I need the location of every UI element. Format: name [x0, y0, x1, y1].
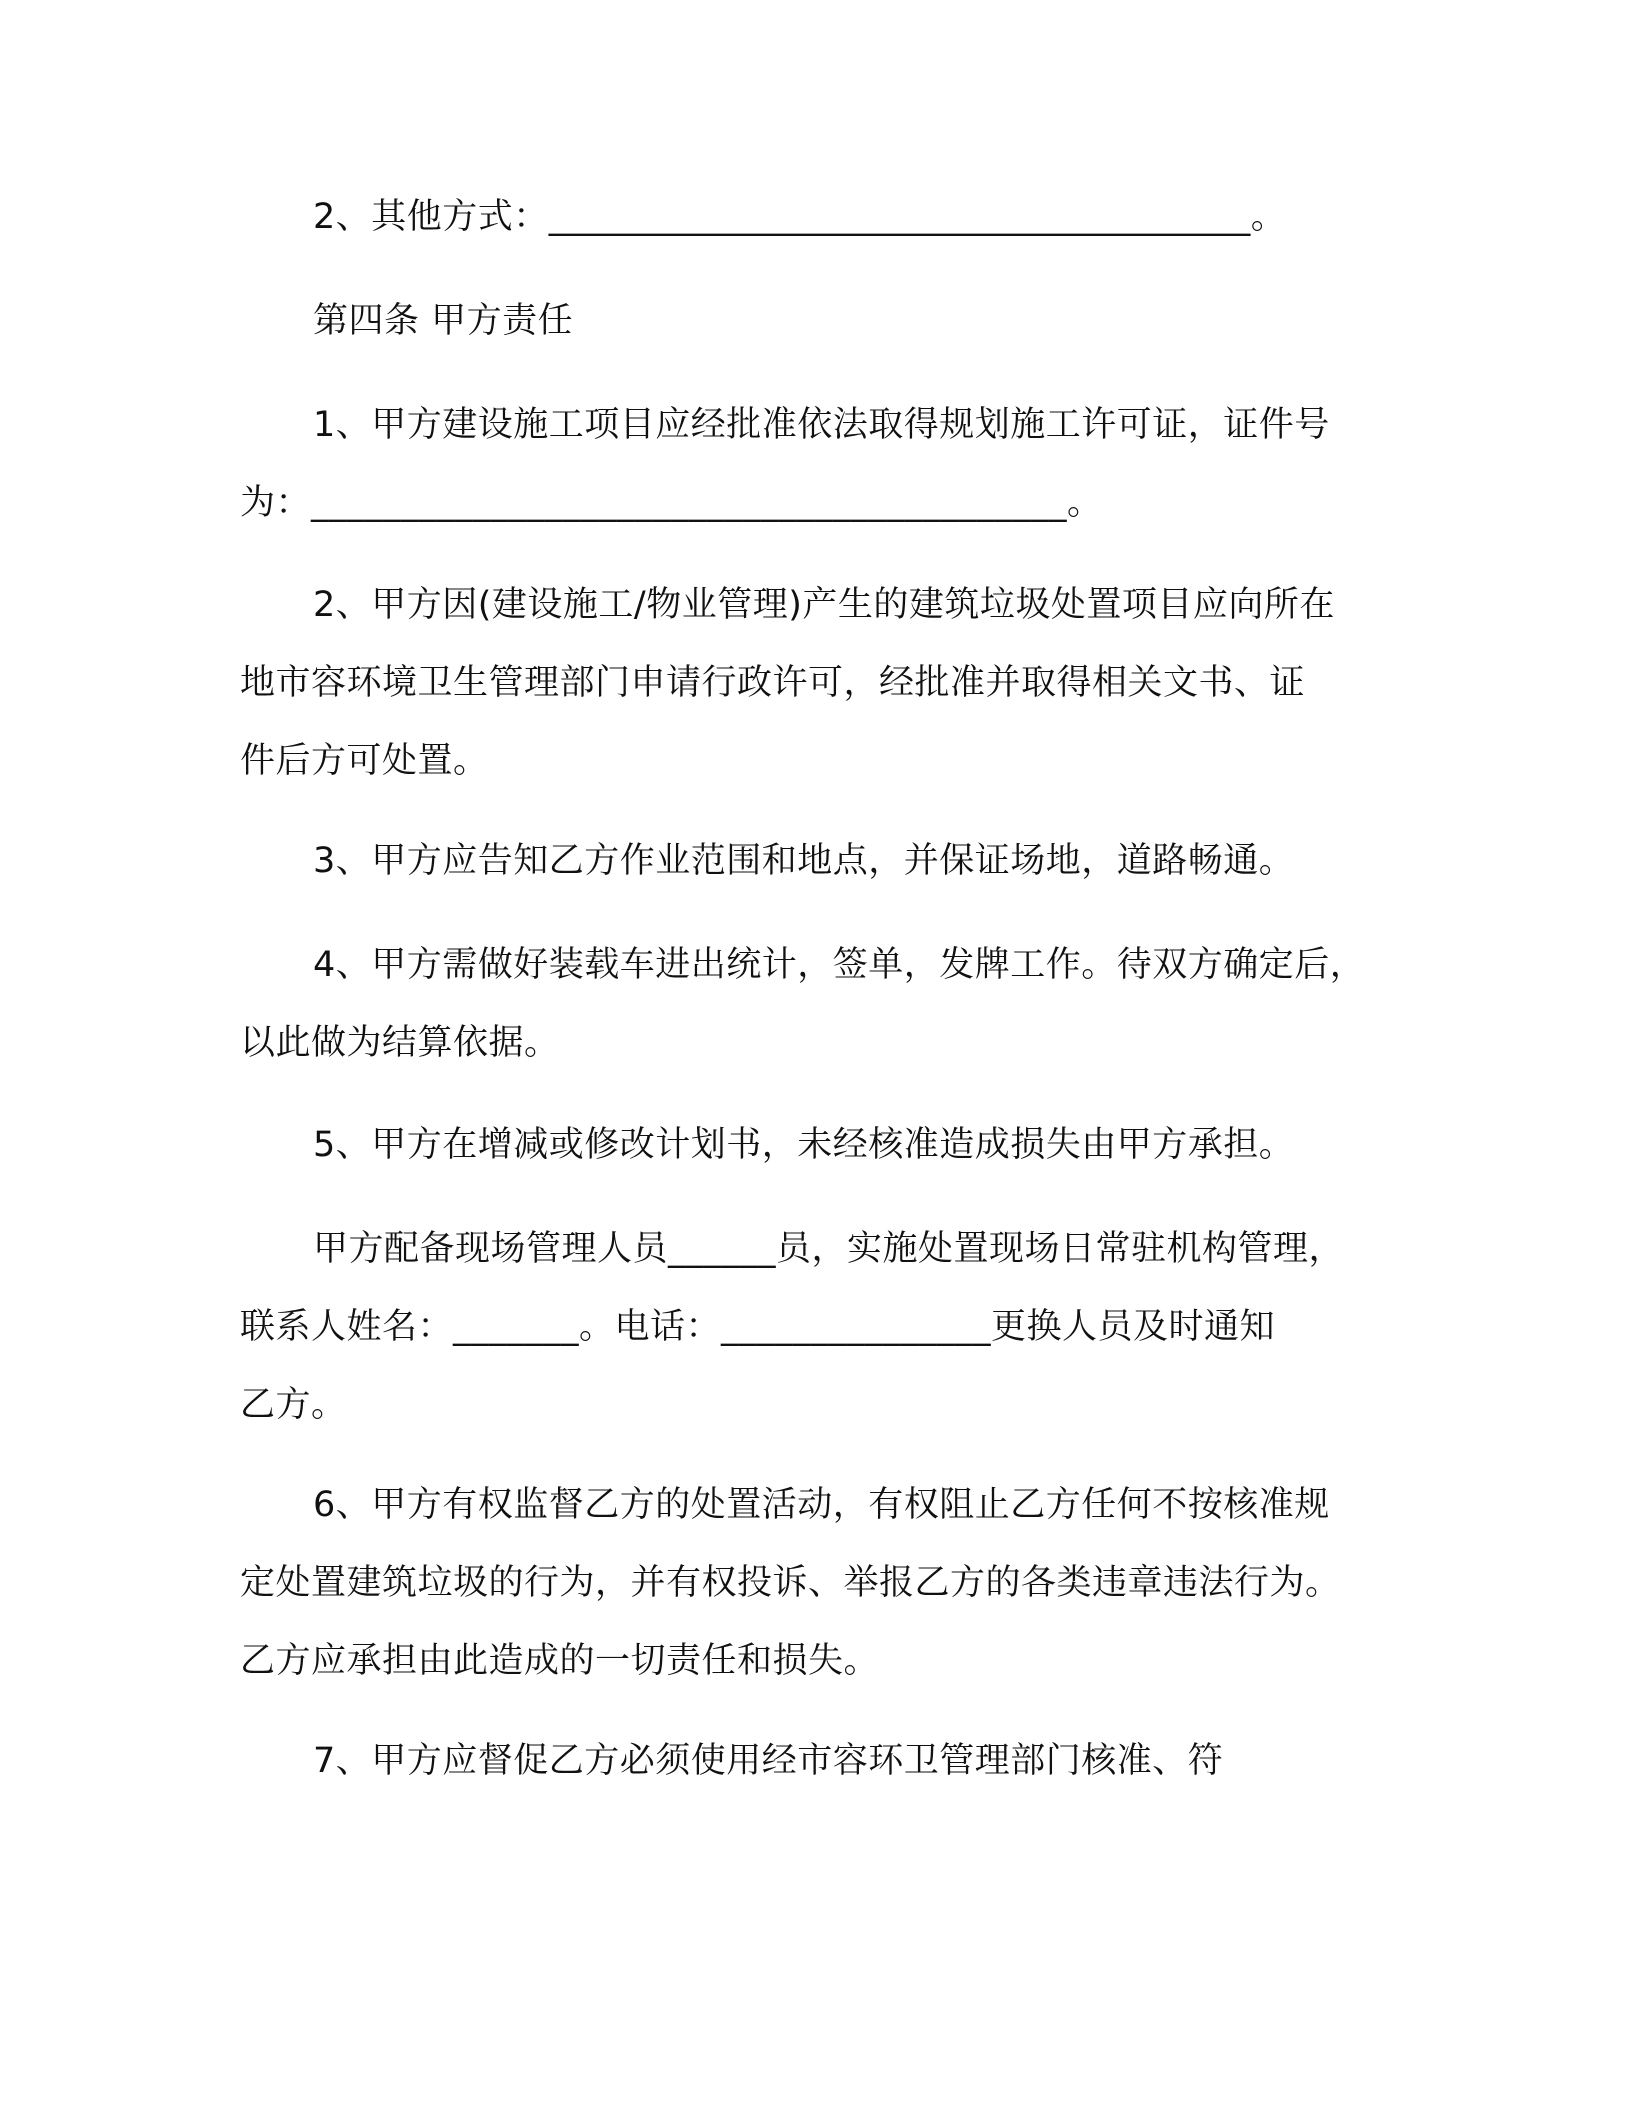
text-line: 乙方。 [240, 1385, 347, 1425]
text-line: 以此做为结算依据。 [240, 1023, 560, 1063]
text-line: 6、甲方有权监督乙方的处置活动，有权阻止乙方任何不按核准规 [313, 1485, 1330, 1525]
paragraph-staffing [240, 1210, 1400, 1444]
paragraph-item-7 [240, 1722, 1400, 1800]
text-line: 联系人姓名：_______。电话：_______________更换人员及时通知 [240, 1307, 1276, 1347]
text-line: 2、甲方因(建设施工/物业管理)产生的建筑垃圾处置项目应向所在 [313, 585, 1335, 625]
section-heading-article-4 [240, 282, 1400, 360]
paragraph-item-6 [240, 1466, 1400, 1700]
paragraph-item-4 [240, 926, 1400, 1082]
text-line: 地市容环境卫生管理部门申请行政许可，经批准并取得相关文书、证 [240, 663, 1306, 703]
paragraph-other-methods [240, 178, 1400, 256]
text-line: 为：__________________________________________。 [240, 483, 1103, 523]
text-line: 第四条 甲方责任 [313, 301, 574, 341]
paragraph-item-2 [240, 566, 1400, 800]
text-line: 甲方配备现场管理人员______员，实施处置现场日常驻机构管理， [313, 1229, 1345, 1269]
text-line: 定处置建筑垃圾的行为，并有权投诉、举报乙方的各类违章违法行为。 [240, 1563, 1341, 1603]
text-line: 7、甲方应督促乙方必须使用经市容环卫管理部门核准、符 [313, 1741, 1224, 1781]
text-line: 1、甲方建设施工项目应经批准依法取得规划施工许可证，证件号 [313, 405, 1330, 445]
text-line: 5、甲方在增减或修改计划书，未经核准造成损失由甲方承担。 [313, 1125, 1295, 1165]
text-line: 件后方可处置。 [240, 741, 489, 781]
text-line: 乙方应承担由此造成的一切责任和损失。 [240, 1641, 880, 1681]
paragraph-item-5 [240, 1106, 1400, 1184]
text-line: 3、甲方应告知乙方作业范围和地点，并保证场地，道路畅通。 [313, 841, 1295, 881]
text-line: 2、其他方式：_______________________________________。 [313, 197, 1287, 237]
paragraph-item-1 [240, 386, 1400, 542]
paragraph-item-3 [240, 822, 1400, 900]
text-line: 4、甲方需做好装载车进出统计，签单，发牌工作。待双方确定后， [313, 945, 1366, 985]
